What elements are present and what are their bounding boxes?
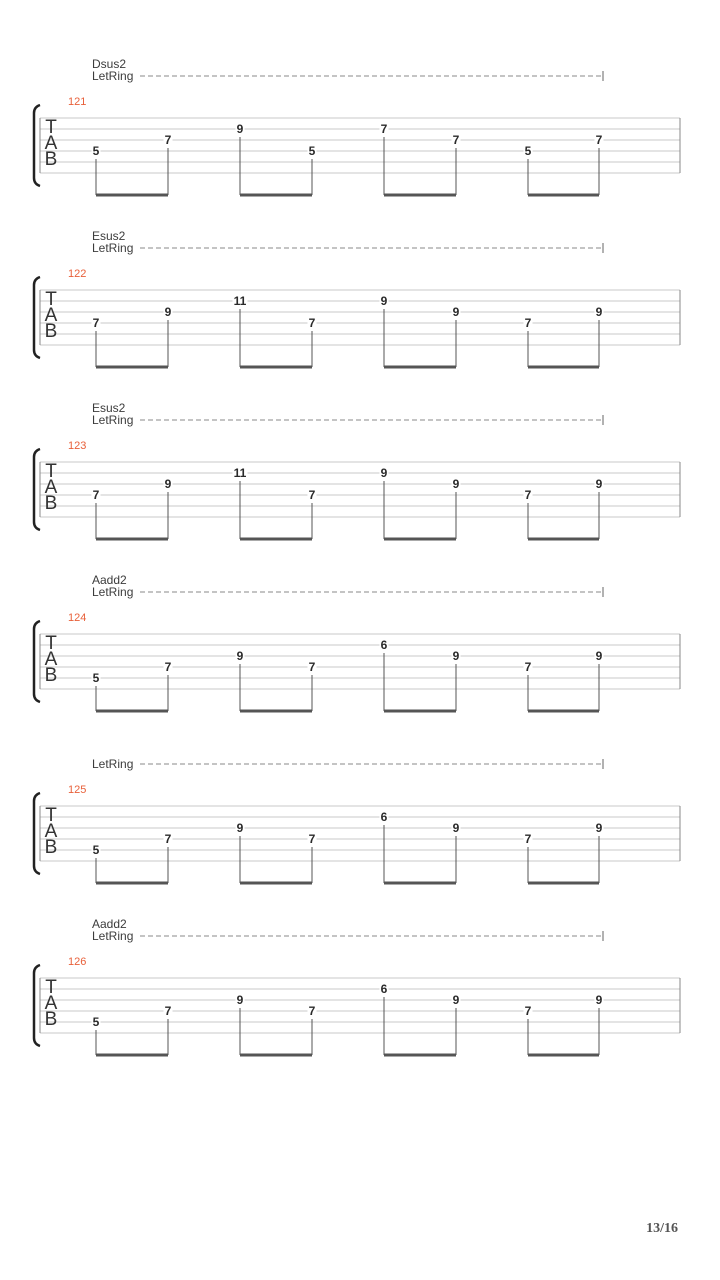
fret-number: 9 xyxy=(595,305,603,319)
let-ring-label: LetRing xyxy=(92,585,134,599)
fret-number: 9 xyxy=(380,466,388,480)
fret-number: 9 xyxy=(452,821,460,835)
tab-letter-b: B xyxy=(44,321,58,342)
fret-number: 7 xyxy=(92,316,100,330)
tab-letter-t: T xyxy=(45,117,57,138)
fret-number: 7 xyxy=(524,660,532,674)
fret-number: 7 xyxy=(164,133,172,147)
tab-letter-a: A xyxy=(44,477,58,498)
measure-number: 126 xyxy=(68,956,87,968)
tab-letter-a: A xyxy=(44,649,58,670)
tab-system-122 xyxy=(34,229,680,367)
measure-number: 121 xyxy=(68,96,87,108)
tab-system-124 xyxy=(34,573,680,711)
fret-number: 7 xyxy=(308,316,316,330)
fret-number: 5 xyxy=(92,843,100,857)
fret-number: 7 xyxy=(92,488,100,502)
fret-number: 7 xyxy=(595,133,603,147)
tab-letter-t: T xyxy=(45,805,57,826)
fret-number: 7 xyxy=(524,316,532,330)
fret-number: 9 xyxy=(595,821,603,835)
fret-number: 5 xyxy=(92,144,100,158)
fret-number: 9 xyxy=(380,294,388,308)
tab-system-123 xyxy=(34,401,680,539)
fret-number: 6 xyxy=(380,810,388,824)
fret-number: 9 xyxy=(452,477,460,491)
system-bracket xyxy=(34,793,40,874)
let-ring-label: LetRing xyxy=(92,69,134,83)
fret-number: 5 xyxy=(92,671,100,685)
let-ring-label: LetRing xyxy=(92,757,134,771)
fret-number: 7 xyxy=(308,832,316,846)
fret-number: 7 xyxy=(308,488,316,502)
fret-number: 9 xyxy=(452,993,460,1007)
tab-letter-b: B xyxy=(44,149,58,170)
tab-letter-a: A xyxy=(44,993,58,1014)
fret-number: 9 xyxy=(595,993,603,1007)
fret-number: 9 xyxy=(452,649,460,663)
measure-number: 125 xyxy=(68,784,87,796)
chord-name: Esus2 xyxy=(92,401,126,415)
fret-number: 7 xyxy=(524,488,532,502)
system-bracket xyxy=(34,277,40,358)
system-bracket xyxy=(34,105,40,186)
fret-number: 9 xyxy=(452,305,460,319)
fret-number: 5 xyxy=(92,1015,100,1029)
fret-number: 9 xyxy=(595,649,603,663)
tab-letter-b: B xyxy=(44,1009,58,1030)
fret-number: 11 xyxy=(233,294,247,308)
fret-number: 7 xyxy=(380,122,388,136)
fret-number: 7 xyxy=(164,1004,172,1018)
tab-letter-a: A xyxy=(44,821,58,842)
tab-letter-t: T xyxy=(45,633,57,654)
fret-number: 7 xyxy=(164,832,172,846)
fret-number: 9 xyxy=(164,305,172,319)
fret-number: 5 xyxy=(308,144,316,158)
fret-number: 7 xyxy=(452,133,460,147)
let-ring-label: LetRing xyxy=(92,241,134,255)
tab-letter-a: A xyxy=(44,133,58,154)
chord-name: Dsus2 xyxy=(92,57,127,71)
fret-number: 9 xyxy=(236,821,244,835)
fret-number: 9 xyxy=(236,993,244,1007)
fret-number: 7 xyxy=(524,1004,532,1018)
fret-number: 7 xyxy=(308,1004,316,1018)
tab-system-121 xyxy=(34,57,680,195)
let-ring-label: LetRing xyxy=(92,413,134,427)
tab-letter-t: T xyxy=(45,977,57,998)
let-ring-label: LetRing xyxy=(92,929,134,943)
fret-number: 7 xyxy=(164,660,172,674)
page-number: 13/16 xyxy=(646,1221,678,1236)
fret-number: 6 xyxy=(380,982,388,996)
tab-letter-b: B xyxy=(44,837,58,858)
system-bracket xyxy=(34,621,40,702)
fret-number: 9 xyxy=(236,649,244,663)
fret-number: 9 xyxy=(595,477,603,491)
tab-letter-t: T xyxy=(45,461,57,482)
measure-number: 123 xyxy=(68,440,87,452)
system-bracket xyxy=(34,449,40,530)
fret-number: 9 xyxy=(236,122,244,136)
fret-number: 11 xyxy=(233,466,247,480)
chord-name: Aadd2 xyxy=(92,573,127,587)
system-bracket xyxy=(34,965,40,1046)
tab-letter-t: T xyxy=(45,289,57,310)
chord-name: Esus2 xyxy=(92,229,126,243)
tab-letter-b: B xyxy=(44,665,58,686)
fret-number: 7 xyxy=(308,660,316,674)
measure-number: 122 xyxy=(68,268,87,280)
tab-letter-b: B xyxy=(44,493,58,514)
tab-system-126 xyxy=(34,917,680,1055)
chord-name: Aadd2 xyxy=(92,917,127,931)
fret-number: 9 xyxy=(164,477,172,491)
tab-letter-a: A xyxy=(44,305,58,326)
fret-number: 7 xyxy=(524,832,532,846)
fret-number: 6 xyxy=(380,638,388,652)
measure-number: 124 xyxy=(68,612,87,624)
tab-system-125 xyxy=(34,757,680,883)
fret-number: 5 xyxy=(524,144,532,158)
